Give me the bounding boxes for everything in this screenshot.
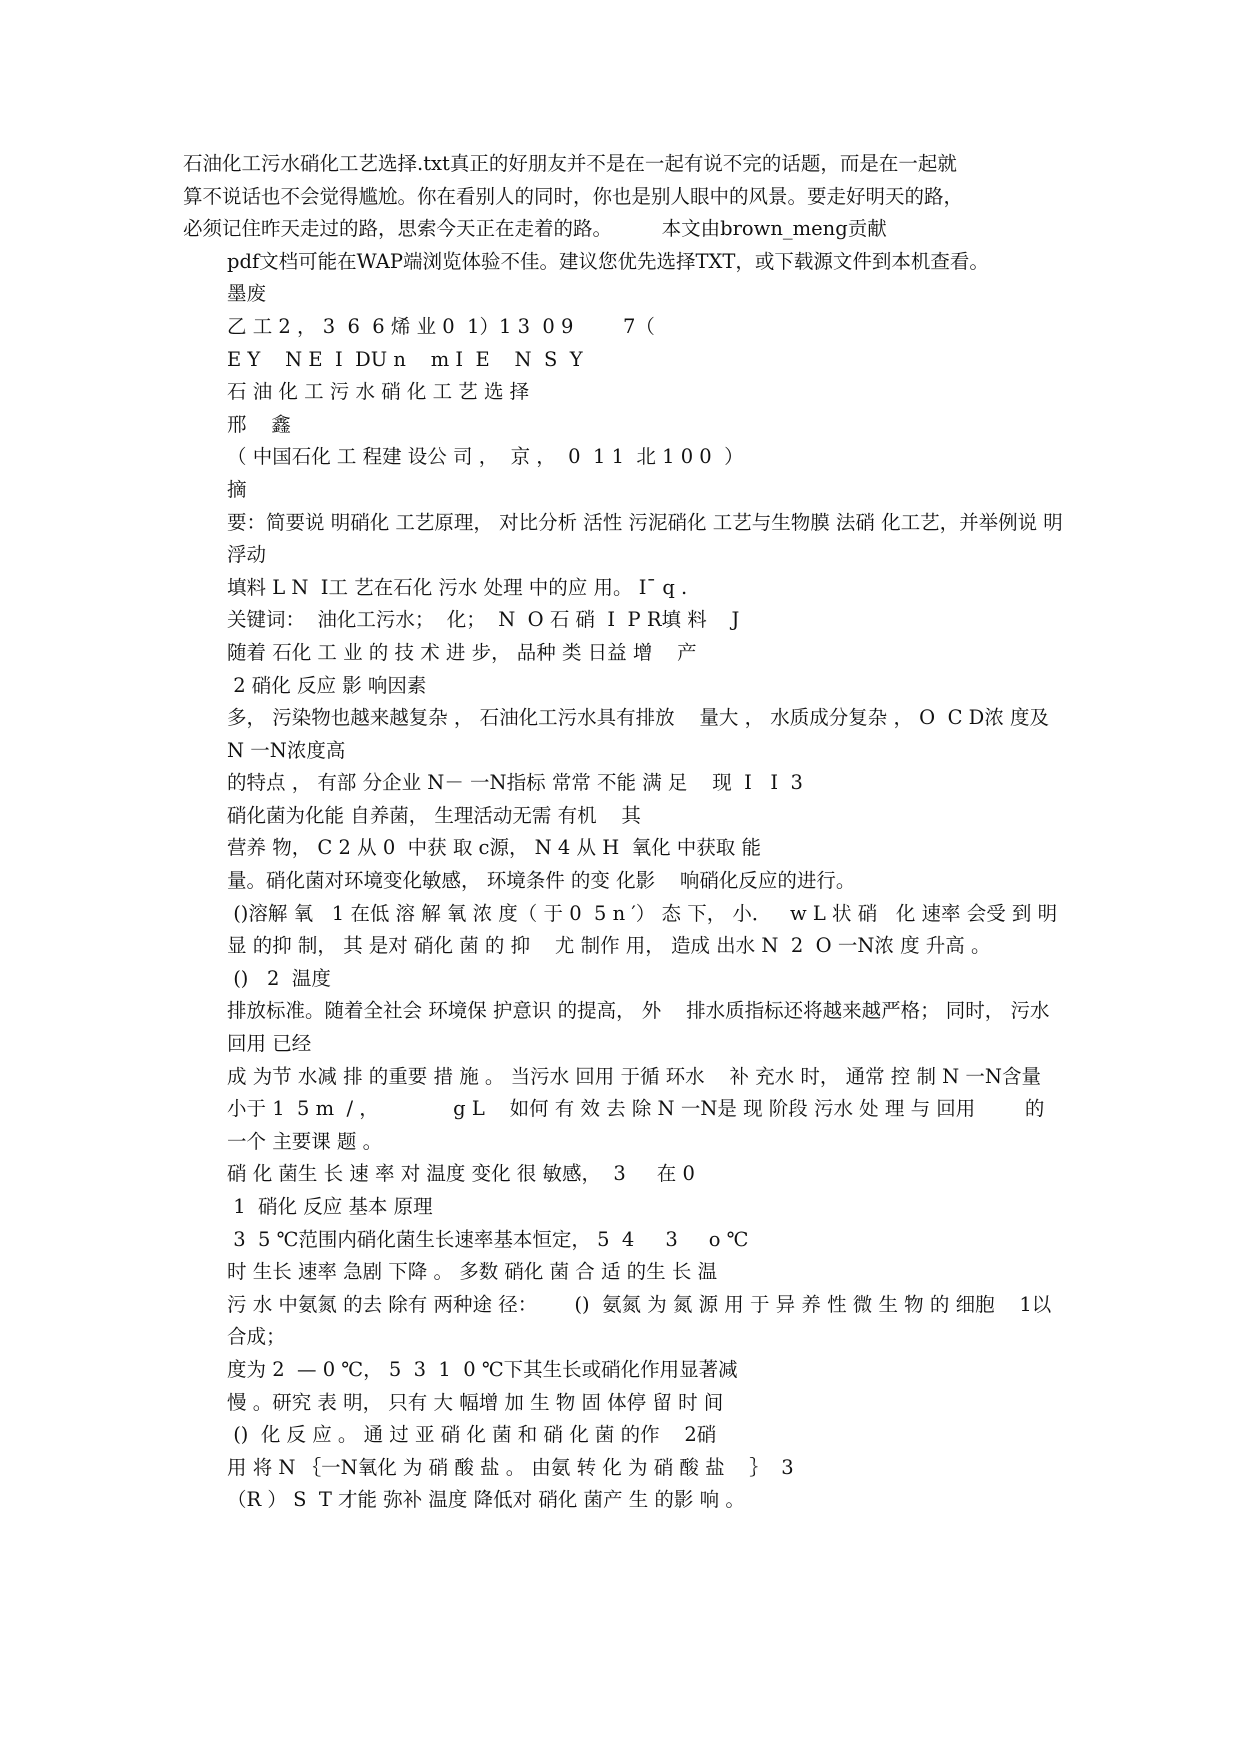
body-paragraph: 合成； <box>227 1325 286 1349</box>
subsection-heading: () 2 温度 <box>227 966 331 990</box>
body-paragraph: () 化 反 应 。 通 过 亚 硝 化 菌 和 硝 化 菌 的作 2硝 <box>227 1423 717 1447</box>
intro-line: 必须记住昨天走过的路，思索今天正在走着的路。 本文由brown_meng贡献 <box>183 217 887 241</box>
body-paragraph: （R ） S T 才能 弥补 温度 降低对 硝化 菌产 生 的影 响 。 <box>227 1488 745 1512</box>
body-paragraph: 墨废 <box>227 282 267 306</box>
body-paragraph: 硝化菌为化能 自养菌， 生理活动无需 有机 其 <box>227 803 641 827</box>
body-paragraph: 多， 污染物也越来越复杂 ， 石油化工污水具有排放 量大 ， 水质成分复杂 ， O C D浓 度及 N 一N浓度高 <box>227 706 1056 762</box>
body-paragraph: 的特点 ， 有部 分企业 N－ 一N指标 常常 不能 满 足 现 I I 3 <box>227 771 803 795</box>
body-paragraph: E Y N E I DU n m I E N S Y <box>227 347 583 371</box>
abstract-paragraph: 要：简要说 明硝化 工艺原理， 对比分析 活性 污泥硝化 工艺与生物膜 法硝 化工艺，并举例说 明浮动 <box>227 510 1063 567</box>
section-heading: 1 硝化 反应 基本 原理 <box>227 1195 433 1218</box>
body-paragraph: pdf文档可能在WAP端浏览体验不佳。建议您优先选择TXT，或下载源文件到本机查看。 <box>227 249 989 273</box>
intro-line: 算不说话也不会觉得尴尬。你在看别人的同时，你也是别人眼中的风景。要走好明天的路， <box>183 184 964 208</box>
article-title: 石 油 化 工 污 水 硝 化 工 艺 选 择 <box>227 380 530 404</box>
body-paragraph: 成 为节 水减 排 的重要 措 施 。 当污水 回用 于循 环水 补 充水 时， 通常 控 制 N 一N含量 小于 1 5 m / ， g L 如何 有 效 去 除 N 一N是 现 阶段 污水 处 理 与 回用 的一个 主要课 题 。 <box>227 1064 1048 1153</box>
body-paragraph: 用 将 N ｛一N氧化 为 硝 酸 盐 。 由氨 转 化 为 硝 酸 盐 ｝ 3 <box>227 1455 794 1479</box>
body-paragraph: 慢 。研究 表 明， 只有 大 幅增 加 生 物 固 体停 留 时 间 <box>227 1390 724 1414</box>
body-paragraph: 排放标准。随着全社会 环境保 护意识 的提高， 外 排水质指标还将越来越严格； 同时， 污水 回用 已经 <box>227 999 1056 1056</box>
article-author: 邢 鑫 <box>227 412 291 436</box>
body-paragraph: 硝 化 菌生 长 速 率 对 温度 变化 很 敏感， 3 在 0 <box>227 1162 695 1186</box>
body-paragraph: 度为 2 — 0 ℃， 5 3 1 0 ℃下其生长或硝化作用显著减 <box>227 1357 738 1381</box>
body-paragraph: 污 水 中氨氮 的去 除有 两种途 径： () 氨氮 为 氮 源 用 于 异 养 性 微 生 物 的 细胞 1以 <box>227 1292 1052 1316</box>
author-affiliation: （ 中国石化 工 程建 设公 司 ， 京 ， 0 1 1 北 1 0 0 ） <box>227 445 744 469</box>
body-paragraph: 摘 <box>227 477 247 501</box>
document-page <box>183 148 1063 1517</box>
intro-line: 石油化工污水硝化工艺选择.txt真正的好朋友并不是在一起有说不完的话题，而是在一起就 <box>183 152 957 175</box>
section-heading: 2 硝化 反应 影 响因素 <box>227 673 427 697</box>
body-paragraph: 营养 物， C 2 从 0 中获 取 c源， N 4 从 H 氧化 中获取 能 <box>227 836 762 860</box>
body-paragraph: 填料 L N I工 艺在石化 污水 处理 中的应 用。 I¯ q . <box>227 575 688 599</box>
body-paragraph: 时 生长 速率 急剧 下降 。 多数 硝化 菌 合 适 的生 长 温 <box>227 1260 718 1284</box>
body-paragraph: 随着 石化 工 业 的 技 术 进 步， 品种 类 日益 增 产 <box>227 640 697 664</box>
keywords-line: 关键词： 油化工污水； 化； N O 石 硝 I P R填 料 J <box>227 608 740 632</box>
body-paragraph: 3 5 ℃范围内硝化菌生长速率基本恒定， 5 4 3 o ℃ <box>227 1227 749 1251</box>
body-paragraph: 乙 工 2 ， 3 6 6 烯 业 0 1）1 3 0 9 7（ <box>227 314 655 338</box>
body-paragraph: 量。硝化菌对环境变化敏感， 环境条件 的变 化影 响硝化反应的进行。 <box>227 869 856 893</box>
body-paragraph: ()溶解 氧 1 在低 溶 解 氧 浓 度（ 于 0 5 n ′） 态 下， 小． w L 状 硝 化 速率 会受 到 明显 的抑 制， 其 是对 硝化 菌 的 抑 尤 制作 用， 造成 出水 N 2 O 一N浓 度 升高 。 <box>227 901 1058 958</box>
